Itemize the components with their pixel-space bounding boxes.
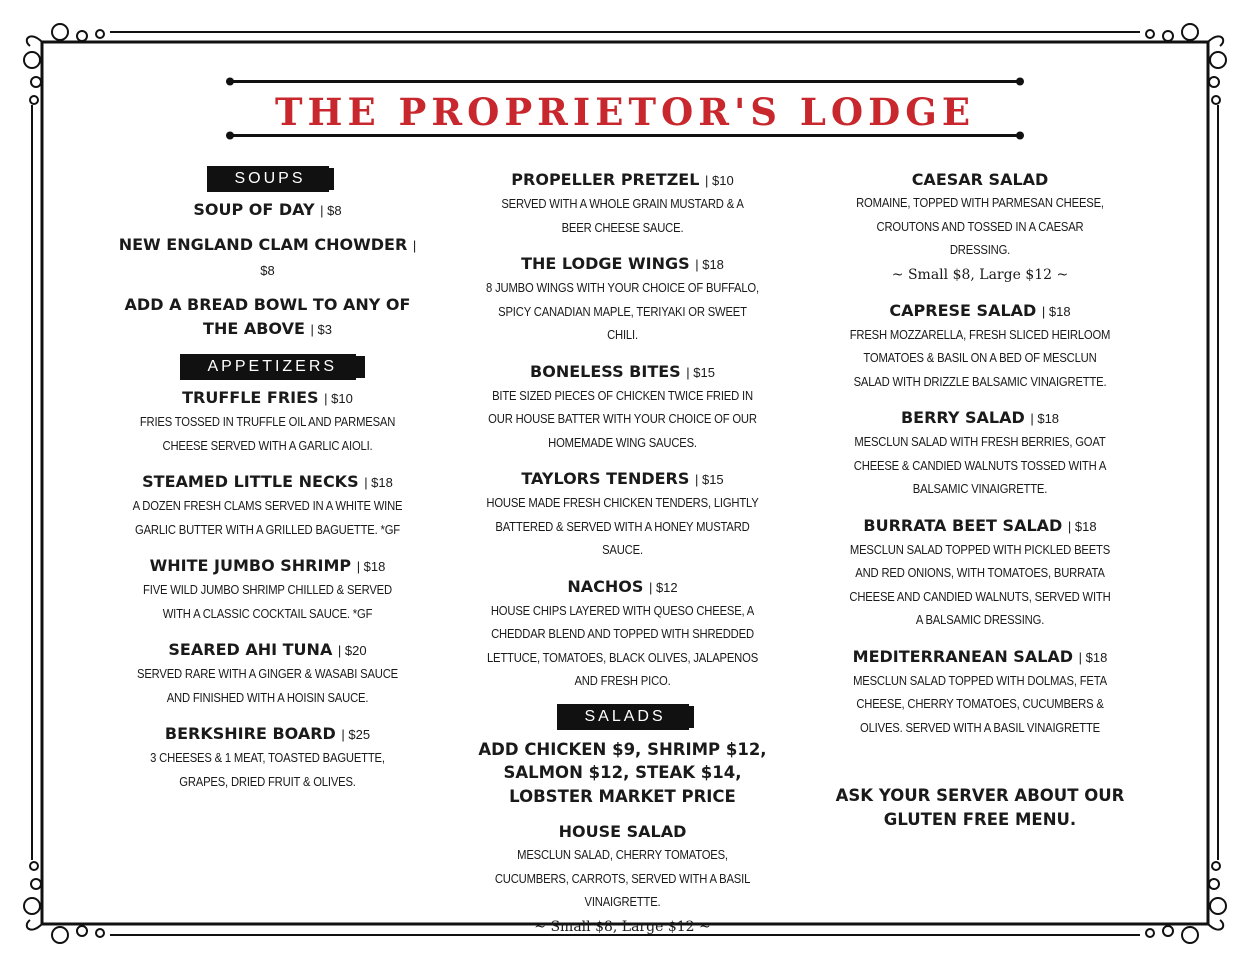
salad-addon-line: LOBSTER MARKET PRICE [509, 786, 736, 806]
gluten-free-note: ASK YOUR SERVER ABOUT OUR GLUTEN FREE MENU. [835, 786, 1125, 829]
item-name [115, 233, 420, 283]
menu-item [470, 168, 775, 240]
item-name-text: BONELESS BITES [530, 361, 681, 381]
section-title-appetizers: APPETIZERS [180, 356, 366, 378]
item-price: | $18 [1078, 649, 1108, 665]
item-price: | $18 [1067, 518, 1097, 534]
item-description: BITE SIZED PIECES OF CHICKEN TWICE FRIED IN OUR HOUSE BATTER WITH YOUR CHOICE OF OUR HOMEMADE WING SAUCES. [488, 388, 757, 450]
menu-item [470, 467, 775, 563]
corner-ornament-bottom-right-icon [1146, 862, 1226, 943]
section-banner-appetizers [180, 356, 356, 378]
menu-item [470, 360, 775, 456]
item-name-text: ADD A BREAD BOWL TO ANY OF THE ABOVE [124, 295, 411, 338]
menu-item [115, 198, 420, 223]
section-title-soups: SOUPS [207, 168, 334, 190]
appetizers-list-left [115, 386, 420, 794]
item-name [115, 722, 420, 747]
item-description: 3 CHEESES & 1 MEAT, TOASTED BAGUETTE, GRAPES, DRIED FRUIT & OLIVES. [150, 751, 385, 789]
item-name-text: SOUP OF DAY [193, 200, 315, 219]
corner-ornament-top-left-icon [24, 24, 104, 104]
item-name [470, 252, 775, 277]
section-banner-soups [207, 168, 329, 190]
item-name-text: CAESAR SALAD [911, 170, 1049, 189]
menu-column-middle [470, 168, 775, 951]
item-name-text: SEARED AHI TUNA [168, 640, 333, 659]
item-name [470, 467, 775, 492]
item-name-text: TAYLORS TENDERS [521, 469, 690, 488]
section-banner-salads [557, 706, 689, 728]
item-description: SERVED WITH A WHOLE GRAIN MUSTARD & A BEER CHEESE SAUCE. [501, 197, 744, 235]
menu-item [115, 638, 420, 710]
item-price: | $18 [364, 475, 393, 490]
item-description: FRIES TOSSED IN TRUFFLE OIL AND PARMESAN CHEESE SERVED WITH A GARLIC AIOLI. [139, 415, 396, 453]
item-name [470, 575, 775, 600]
menu-column-left [115, 168, 420, 806]
item-name-text: MEDITERRANEAN SALAD [852, 646, 1074, 666]
menu-item [830, 645, 1130, 741]
item-price: | $3 [310, 322, 332, 337]
item-name-text: NEW ENGLAND CLAM CHOWDER [118, 235, 408, 254]
item-description: HOUSE CHIPS LAYERED WITH QUESO CHEESE, A CHEDDAR BLEND AND TOPPED WITH SHREDDED LETTUCE, TOMATOES, BLACK OLIVES, JALAPENOS AND FRESH PICO. [486, 603, 759, 688]
item-name-text: PROPELLER PRETZEL [511, 170, 700, 189]
item-name-text: STEAMED LITTLE NECKS [142, 472, 359, 491]
menu-item [470, 575, 775, 694]
menu-item [830, 514, 1130, 633]
menu-item [830, 299, 1130, 395]
item-description: MESCLUN SALAD TOPPED WITH DOLMAS, FETA CHEESE, CHERRY TOMATOES, CUCUMBERS & OLIVES. SERVED WITH A BASIL VINAIGRETTE [853, 673, 1107, 735]
item-name-text: WHITE JUMBO SHRIMP [149, 556, 352, 575]
salad-addon-line: SALMON $12, STEAK $14, [503, 763, 742, 782]
item-name [115, 470, 420, 495]
item-description: HOUSE MADE FRESH CHICKEN TENDERS, LIGHTLY BATTERED & SERVED WITH A HONEY MUSTARD SAUCE. [486, 496, 759, 557]
item-name-text: BERRY SALAD [900, 408, 1025, 427]
item-name-text: CAPRESE SALAD [889, 300, 1037, 320]
menu-item [830, 406, 1130, 502]
appetizers-list-middle [470, 168, 775, 694]
item-price: | $10 [705, 173, 734, 188]
item-description: ROMAINE, TOPPED WITH PARMESAN CHEESE, CROUTONS AND TOSSED IN A CAESAR DRESSING. [856, 196, 1104, 257]
item-name [115, 293, 420, 342]
corner-ornament-bottom-left-icon [24, 862, 104, 943]
item-name: HOUSE SALAD [558, 822, 687, 841]
item-price: | $15 [686, 364, 715, 380]
item-description: MESCLUN SALAD, CHERRY TOMATOES, CUCUMBERS, CARROTS, SERVED WITH A BASIL VINAIGRETTE. [494, 848, 751, 909]
item-price: | $20 [337, 643, 367, 658]
item-price: | $25 [341, 727, 371, 742]
corner-ornament-top-right-icon [1146, 24, 1226, 104]
item-name-text: TRUFFLE FRIES [182, 388, 319, 407]
item-name [830, 299, 1130, 324]
menu-item [830, 168, 1130, 287]
item-description: FIVE WILD JUMBO SHRIMP CHILLED & SERVED WITH A CLASSIC COCKTAIL SAUCE. *GF [143, 583, 392, 621]
salads-list-right [830, 168, 1130, 740]
item-price: | $10 [324, 391, 353, 406]
menu-item [470, 252, 775, 348]
item-name [470, 168, 775, 193]
menu-column-right [830, 168, 1130, 832]
menu-item [115, 386, 420, 458]
item-description: 8 JUMBO WINGS WITH YOUR CHOICE OF BUFFALO, SPICY CANADIAN MAPLE, TERIYAKI OR SWEET CHILI. [486, 281, 759, 342]
item-price: | $15 [694, 472, 724, 487]
menu-item-house-salad [470, 820, 775, 939]
menu-item [115, 233, 420, 283]
item-name [115, 554, 420, 579]
item-price: | $12 [648, 579, 678, 595]
item-name-text: BERKSHIRE BOARD [164, 724, 336, 743]
item-name-text: BURRATA BEET SALAD [863, 515, 1063, 535]
item-description: MESCLUN SALAD WITH FRESH BERRIES, GOAT CHEESE & CANDIED WALNUTS TOSSED WITH A BALSAMIC VINAIGRETTE. [853, 435, 1107, 496]
item-name [830, 406, 1130, 431]
item-description: A DOZEN FRESH CLAMS SERVED IN A WHITE WINE GARLIC BUTTER WITH A GRILLED BAGUETTE. *GF [132, 499, 403, 537]
menu-item [115, 293, 420, 342]
salad-addons [470, 738, 775, 809]
menu-item [115, 554, 420, 626]
item-name [830, 168, 1130, 192]
item-price: | $18 [1030, 411, 1060, 426]
section-title-salads: SALADS [557, 706, 694, 728]
item-name [115, 386, 420, 411]
salad-addon-line: ADD CHICKEN $9, SHRIMP $12, [478, 739, 767, 759]
item-name [115, 638, 420, 663]
item-description: MESCLUN SALAD TOPPED WITH PICKLED BEETS AND RED ONIONS, WITH TOMATOES, BURRATA CHEESE AND CANDIED WALNUTS, SERVED WITH A BALSAMIC DRESSING. [849, 542, 1111, 627]
item-description: FRESH MOZZARELLA, FRESH SLICED HEIRLOOM TOMATOES & BASIL ON A BED OF MESCLUN SALAD WITH DRIZZLE BALSAMIC VINAIGRETTE. [849, 327, 1111, 389]
item-name [830, 514, 1130, 539]
item-description: SERVED RARE WITH A GINGER & WASABI SAUCE AND FINISHED WITH A HOISIN SAUCE. [137, 667, 398, 705]
item-price: | $18 [1041, 303, 1071, 319]
item-price: | $8 [320, 203, 342, 218]
item-name [470, 360, 775, 385]
item-sizes: ~ Small $8, Large $12 ~ [534, 918, 711, 935]
restaurant-title: THE PROPRIETOR'S LODGE [274, 90, 976, 134]
item-price: | $18 [695, 257, 724, 272]
menu-item [115, 722, 420, 794]
item-price: | $8 [260, 238, 417, 278]
item-name-text: NACHOS [567, 576, 644, 596]
menu-item [115, 470, 420, 542]
item-name [115, 198, 420, 223]
item-price: | $18 [356, 559, 386, 574]
item-name-text: THE LODGE WINGS [521, 254, 690, 273]
item-sizes: ~ Small $8, Large $12 ~ [891, 266, 1069, 283]
item-name [830, 645, 1130, 670]
soups-list [115, 198, 420, 342]
